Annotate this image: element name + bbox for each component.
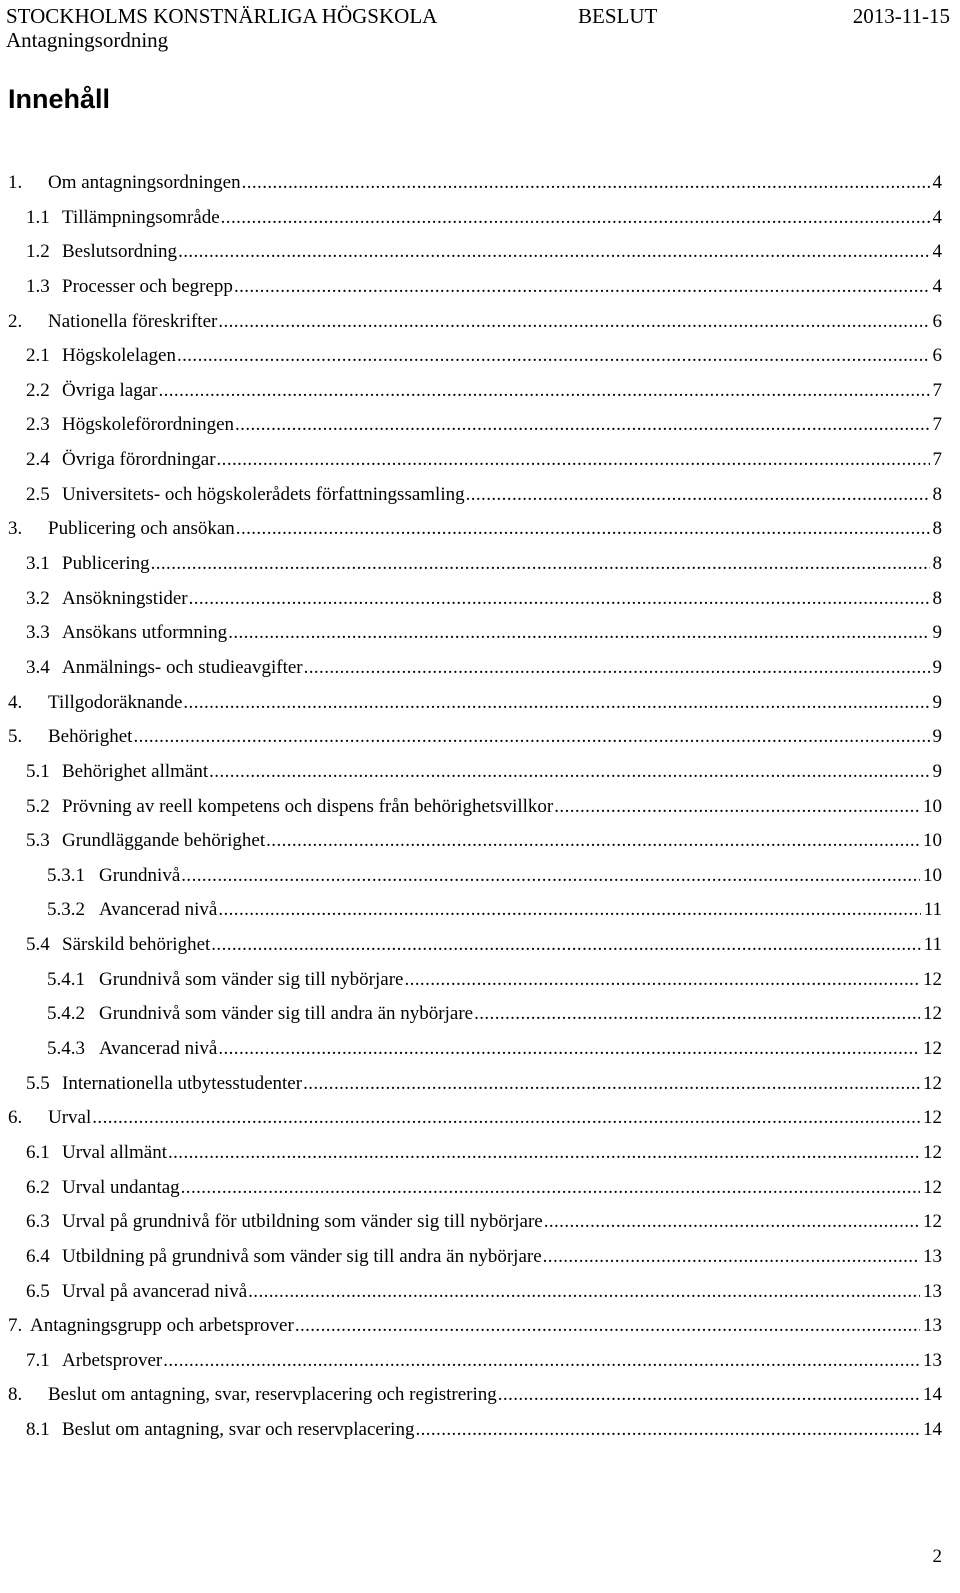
toc-entry[interactable] bbox=[0, 1350, 960, 1385]
dot-leader bbox=[221, 207, 930, 229]
toc-entry[interactable] bbox=[0, 380, 960, 415]
toc-entry[interactable] bbox=[0, 692, 960, 727]
toc-entry[interactable] bbox=[0, 1073, 960, 1108]
toc-entry-number: 2.3 bbox=[26, 414, 50, 436]
toc-entry-number: 3.2 bbox=[26, 587, 50, 609]
dot-leader bbox=[303, 1073, 920, 1095]
dot-leader bbox=[474, 1003, 920, 1025]
toc-entry[interactable] bbox=[0, 207, 960, 242]
toc-entry-number: 5.3.1 bbox=[47, 864, 85, 886]
toc-entry-title[interactable]: Beslut om antagning, svar och reservplacering bbox=[62, 1419, 415, 1441]
toc-entry-title[interactable]: Övriga lagar bbox=[62, 379, 158, 401]
toc-entry-title[interactable]: Nationella föreskrifter bbox=[48, 310, 218, 332]
toc-entry-number: 5.1 bbox=[26, 760, 50, 782]
toc-entry-page: 11 bbox=[923, 899, 942, 921]
toc-entry-number: 5.4.2 bbox=[47, 1003, 85, 1025]
toc-entry[interactable] bbox=[0, 1003, 960, 1038]
dot-leader bbox=[133, 726, 929, 748]
toc-entry-page: 4 bbox=[932, 172, 942, 193]
toc-entry-page: 11 bbox=[923, 934, 942, 956]
toc-entry-number: 5.5 bbox=[26, 1072, 50, 1094]
toc-entry-number: 8.1 bbox=[26, 1419, 50, 1441]
toc-entry-number: 6.1 bbox=[26, 1141, 50, 1163]
toc-entry-number: 5.4.3 bbox=[47, 1038, 85, 1060]
header-bottom-row bbox=[6, 28, 950, 52]
dot-leader bbox=[304, 657, 930, 679]
toc-entry-number: 5.4.1 bbox=[47, 968, 85, 990]
toc-entry-page: 7 bbox=[932, 379, 942, 401]
toc-entry[interactable] bbox=[0, 1177, 960, 1212]
toc-entry-title[interactable]: Grundnivå bbox=[99, 864, 181, 886]
dot-leader bbox=[543, 1246, 920, 1268]
dot-leader bbox=[544, 1211, 920, 1233]
toc-heading: Innehåll bbox=[8, 84, 111, 114]
toc-entry[interactable] bbox=[0, 449, 960, 484]
toc-entry-number: 3. bbox=[8, 518, 23, 540]
dot-leader bbox=[218, 1038, 920, 1060]
dot-leader bbox=[228, 622, 929, 644]
dot-leader bbox=[234, 276, 930, 298]
toc-entry[interactable] bbox=[0, 414, 960, 449]
toc-entry-title[interactable]: Utbildning på grundnivå som vänder sig till andra än nybörjare bbox=[62, 1245, 542, 1267]
toc-entry-page: 4 bbox=[932, 241, 942, 263]
toc-entry-title[interactable]: Beslutsordning bbox=[62, 241, 178, 263]
toc-entry-number: 7.1 bbox=[26, 1349, 50, 1371]
toc-entry[interactable] bbox=[0, 588, 960, 623]
toc-entry-page: 13 bbox=[923, 1280, 942, 1302]
toc-entry[interactable] bbox=[0, 553, 960, 588]
toc-entry-title[interactable]: Ansökans utformning bbox=[62, 622, 228, 644]
toc-entry-title[interactable]: Prövning av reell kompetens och dispens från behörighetsvillkor bbox=[62, 795, 554, 817]
toc-entry-page: 8 bbox=[932, 587, 942, 609]
toc-entry-number: 6.4 bbox=[26, 1245, 50, 1267]
toc-entry[interactable] bbox=[0, 657, 960, 692]
toc-entry-number: 6.3 bbox=[26, 1211, 50, 1233]
toc-entry-title[interactable]: Processer och begrepp bbox=[62, 275, 233, 297]
toc-entry-number: 2.2 bbox=[26, 379, 50, 401]
toc-entry-page: 10 bbox=[923, 830, 942, 852]
toc-entry-page: 12 bbox=[923, 1038, 942, 1060]
toc-entry-number: 1.1 bbox=[26, 206, 50, 228]
header-date: 2013-11-15 bbox=[852, 4, 950, 28]
toc-entry-page: 12 bbox=[923, 1003, 942, 1025]
toc-entry-page: 13 bbox=[923, 1315, 942, 1337]
toc-entry-title[interactable]: Särskild behörighet bbox=[62, 934, 211, 956]
dot-leader bbox=[554, 796, 920, 818]
toc-entry[interactable] bbox=[0, 241, 960, 276]
toc-entry[interactable] bbox=[0, 830, 960, 865]
page-number: 2 bbox=[932, 1546, 942, 1567]
dot-leader bbox=[181, 865, 920, 887]
toc-entry-number: 3.3 bbox=[26, 622, 50, 644]
toc-entry-number: 2.5 bbox=[26, 483, 50, 505]
toc-entry[interactable] bbox=[0, 1038, 960, 1073]
toc-entry-page: 9 bbox=[932, 726, 942, 748]
toc-entry-number: 2.4 bbox=[26, 449, 50, 471]
toc-entry[interactable] bbox=[0, 311, 960, 346]
toc-entry-number: 5.4 bbox=[26, 934, 50, 956]
dot-leader bbox=[211, 934, 920, 956]
toc-entry-title[interactable]: Avancerad nivå bbox=[99, 899, 218, 921]
toc-entry-page: 6 bbox=[932, 310, 942, 332]
dot-leader bbox=[218, 311, 929, 333]
dot-leader bbox=[242, 172, 930, 194]
toc-entry-page: 9 bbox=[932, 691, 942, 713]
header-doc-type: BESLUT bbox=[578, 4, 658, 28]
toc-entry[interactable] bbox=[0, 899, 960, 934]
toc-entry[interactable] bbox=[0, 1211, 960, 1246]
toc-entry-title[interactable]: Övriga förordningar bbox=[62, 449, 216, 471]
dot-leader bbox=[415, 1419, 920, 1441]
toc-entry-title[interactable]: Urval undantag bbox=[62, 1176, 180, 1198]
dot-leader bbox=[466, 484, 930, 506]
dot-leader bbox=[235, 414, 929, 436]
toc-entry-number: 6.5 bbox=[26, 1280, 50, 1302]
toc-entry[interactable] bbox=[0, 1419, 960, 1454]
toc-entry-page: 14 bbox=[923, 1419, 942, 1441]
dot-leader bbox=[177, 345, 930, 367]
toc-entry-number: 7. bbox=[8, 1315, 23, 1337]
toc-entry-page: 8 bbox=[932, 483, 942, 505]
dot-leader bbox=[168, 1142, 920, 1164]
toc-entry-title[interactable]: Arbetsprover bbox=[62, 1349, 163, 1371]
toc-entry[interactable] bbox=[0, 1246, 960, 1281]
toc-entry-title[interactable]: Högskolelagen bbox=[62, 345, 176, 367]
dot-leader bbox=[151, 553, 930, 575]
dot-leader bbox=[498, 1384, 920, 1406]
toc-entry-page: 7 bbox=[932, 414, 942, 436]
toc-entry-title[interactable]: Urval bbox=[48, 1107, 92, 1129]
dot-leader bbox=[218, 899, 920, 921]
toc-entry-title[interactable]: Tillgodoräknande bbox=[48, 691, 183, 713]
dot-leader bbox=[183, 692, 929, 714]
toc-entry-title[interactable]: Beslut om antagning, svar, reservplacering och registrering bbox=[48, 1384, 497, 1406]
toc-entry-page: 6 bbox=[932, 345, 942, 367]
toc-entry-page: 10 bbox=[923, 795, 942, 817]
dot-leader bbox=[181, 1177, 920, 1199]
dot-leader bbox=[158, 380, 929, 402]
toc-entry[interactable] bbox=[0, 1315, 960, 1350]
dot-leader bbox=[163, 1350, 920, 1372]
toc-entry-title[interactable]: Om antagningsordningen bbox=[48, 172, 241, 193]
toc-entry-title[interactable]: Publicering bbox=[62, 553, 150, 575]
dot-leader bbox=[217, 449, 930, 471]
toc-entry-title[interactable]: Anmälnings- och studieavgifter bbox=[62, 656, 303, 678]
toc-entry-number: 2. bbox=[8, 310, 23, 332]
toc-entry[interactable] bbox=[0, 345, 960, 380]
toc-entry-number: 1. bbox=[8, 172, 23, 193]
toc-entry-page: 9 bbox=[932, 622, 942, 644]
toc-entry-number: 3.4 bbox=[26, 656, 50, 678]
dot-leader bbox=[236, 518, 930, 540]
toc-entry[interactable] bbox=[0, 796, 960, 831]
toc-entry[interactable] bbox=[0, 172, 960, 207]
dot-leader bbox=[266, 830, 920, 852]
toc-entry-title[interactable]: Avancerad nivå bbox=[99, 1038, 218, 1060]
toc-entry-page: 10 bbox=[923, 864, 942, 886]
toc-entry-page: 9 bbox=[932, 760, 942, 782]
header-institution: STOCKHOLMS KONSTNÄRLIGA HÖGSKOLA bbox=[6, 4, 438, 28]
toc-entry-title[interactable]: Internationella utbytesstudenter bbox=[62, 1072, 303, 1094]
toc-entry-title[interactable]: Ansökningstider bbox=[62, 587, 188, 609]
toc-entry-page: 8 bbox=[932, 553, 942, 575]
dot-leader bbox=[209, 761, 929, 783]
toc-entry-page: 4 bbox=[932, 275, 942, 297]
toc-entry[interactable] bbox=[0, 1142, 960, 1177]
toc-entry-page: 4 bbox=[932, 206, 942, 228]
dot-leader bbox=[189, 588, 930, 610]
toc-entry-number: 5.3 bbox=[26, 830, 50, 852]
page-header bbox=[6, 4, 950, 52]
toc-entry-title[interactable]: Högskoleförordningen bbox=[62, 414, 235, 436]
toc-entry[interactable] bbox=[0, 1281, 960, 1316]
toc-entry-number: 6.2 bbox=[26, 1176, 50, 1198]
table-of-contents bbox=[0, 172, 960, 1454]
toc-entry[interactable] bbox=[0, 484, 960, 519]
toc-entry-page: 12 bbox=[923, 1211, 942, 1233]
toc-entry-page: 9 bbox=[932, 656, 942, 678]
toc-entry[interactable] bbox=[0, 518, 960, 553]
dot-leader bbox=[295, 1315, 920, 1337]
toc-entry[interactable] bbox=[0, 969, 960, 1004]
toc-entry-number: 3.1 bbox=[26, 553, 50, 575]
toc-entry[interactable] bbox=[0, 934, 960, 969]
toc-entry-number: 1.2 bbox=[26, 241, 50, 263]
toc-entry-title[interactable]: Antagningsgrupp och arbetsprover bbox=[30, 1315, 294, 1337]
toc-entry-number: 6. bbox=[8, 1107, 23, 1129]
toc-entry-title[interactable]: Behörighet allmänt bbox=[62, 760, 209, 782]
toc-entry[interactable] bbox=[0, 726, 960, 761]
toc-entry-page: 8 bbox=[932, 518, 942, 540]
toc-entry-title[interactable]: Publicering och ansökan bbox=[48, 518, 235, 540]
toc-entry[interactable] bbox=[0, 1107, 960, 1142]
toc-entry-title[interactable]: Urval på grundnivå för utbildning som vänder sig till nybörjare bbox=[62, 1211, 543, 1233]
header-top-row bbox=[6, 4, 950, 28]
toc-entry-page: 7 bbox=[932, 449, 942, 471]
toc-entry-number: 5.2 bbox=[26, 795, 50, 817]
dot-leader bbox=[404, 969, 920, 991]
toc-entry-page: 14 bbox=[923, 1384, 942, 1406]
toc-entry-title[interactable]: Urval allmänt bbox=[62, 1141, 167, 1163]
toc-entry-title[interactable]: Grundnivå som vänder sig till nybörjare bbox=[99, 968, 404, 990]
toc-entry-page: 12 bbox=[923, 1176, 942, 1198]
toc-entry-number: 2.1 bbox=[26, 345, 50, 367]
toc-entry-title[interactable]: Behörighet bbox=[48, 726, 133, 748]
toc-entry[interactable] bbox=[0, 761, 960, 796]
toc-entry-number: 4. bbox=[8, 691, 23, 713]
toc-entry-page: 12 bbox=[923, 1107, 942, 1129]
toc-entry-number: 8. bbox=[8, 1384, 23, 1406]
toc-entry[interactable] bbox=[0, 276, 960, 311]
toc-entry-page: 13 bbox=[923, 1349, 942, 1371]
dot-leader bbox=[92, 1107, 920, 1129]
toc-entry-page: 12 bbox=[923, 1072, 942, 1094]
dot-leader bbox=[248, 1281, 920, 1303]
toc-entry-page: 12 bbox=[923, 968, 942, 990]
toc-entry-title[interactable]: Tillämpningsområde bbox=[62, 206, 220, 228]
toc-entry-number: 5.3.2 bbox=[47, 899, 85, 921]
header-subtitle: Antagningsordning bbox=[6, 28, 169, 52]
toc-entry-title[interactable]: Grundnivå som vänder sig till andra än nybörjare bbox=[99, 1003, 474, 1025]
toc-entry-title[interactable]: Universitets- och högskolerådets författningssamling bbox=[62, 483, 465, 505]
toc-entry-page: 12 bbox=[923, 1141, 942, 1163]
toc-entry-number: 5. bbox=[8, 726, 23, 748]
dot-leader bbox=[178, 241, 929, 263]
toc-entry-title[interactable]: Grundläggande behörighet bbox=[62, 830, 266, 852]
toc-entry[interactable] bbox=[0, 622, 960, 657]
toc-entry-page: 13 bbox=[923, 1245, 942, 1267]
toc-entry[interactable] bbox=[0, 1384, 960, 1419]
toc-entry-title[interactable]: Urval på avancerad nivå bbox=[62, 1280, 248, 1302]
toc-entry[interactable] bbox=[0, 865, 960, 900]
toc-entry-number: 1.3 bbox=[26, 275, 50, 297]
